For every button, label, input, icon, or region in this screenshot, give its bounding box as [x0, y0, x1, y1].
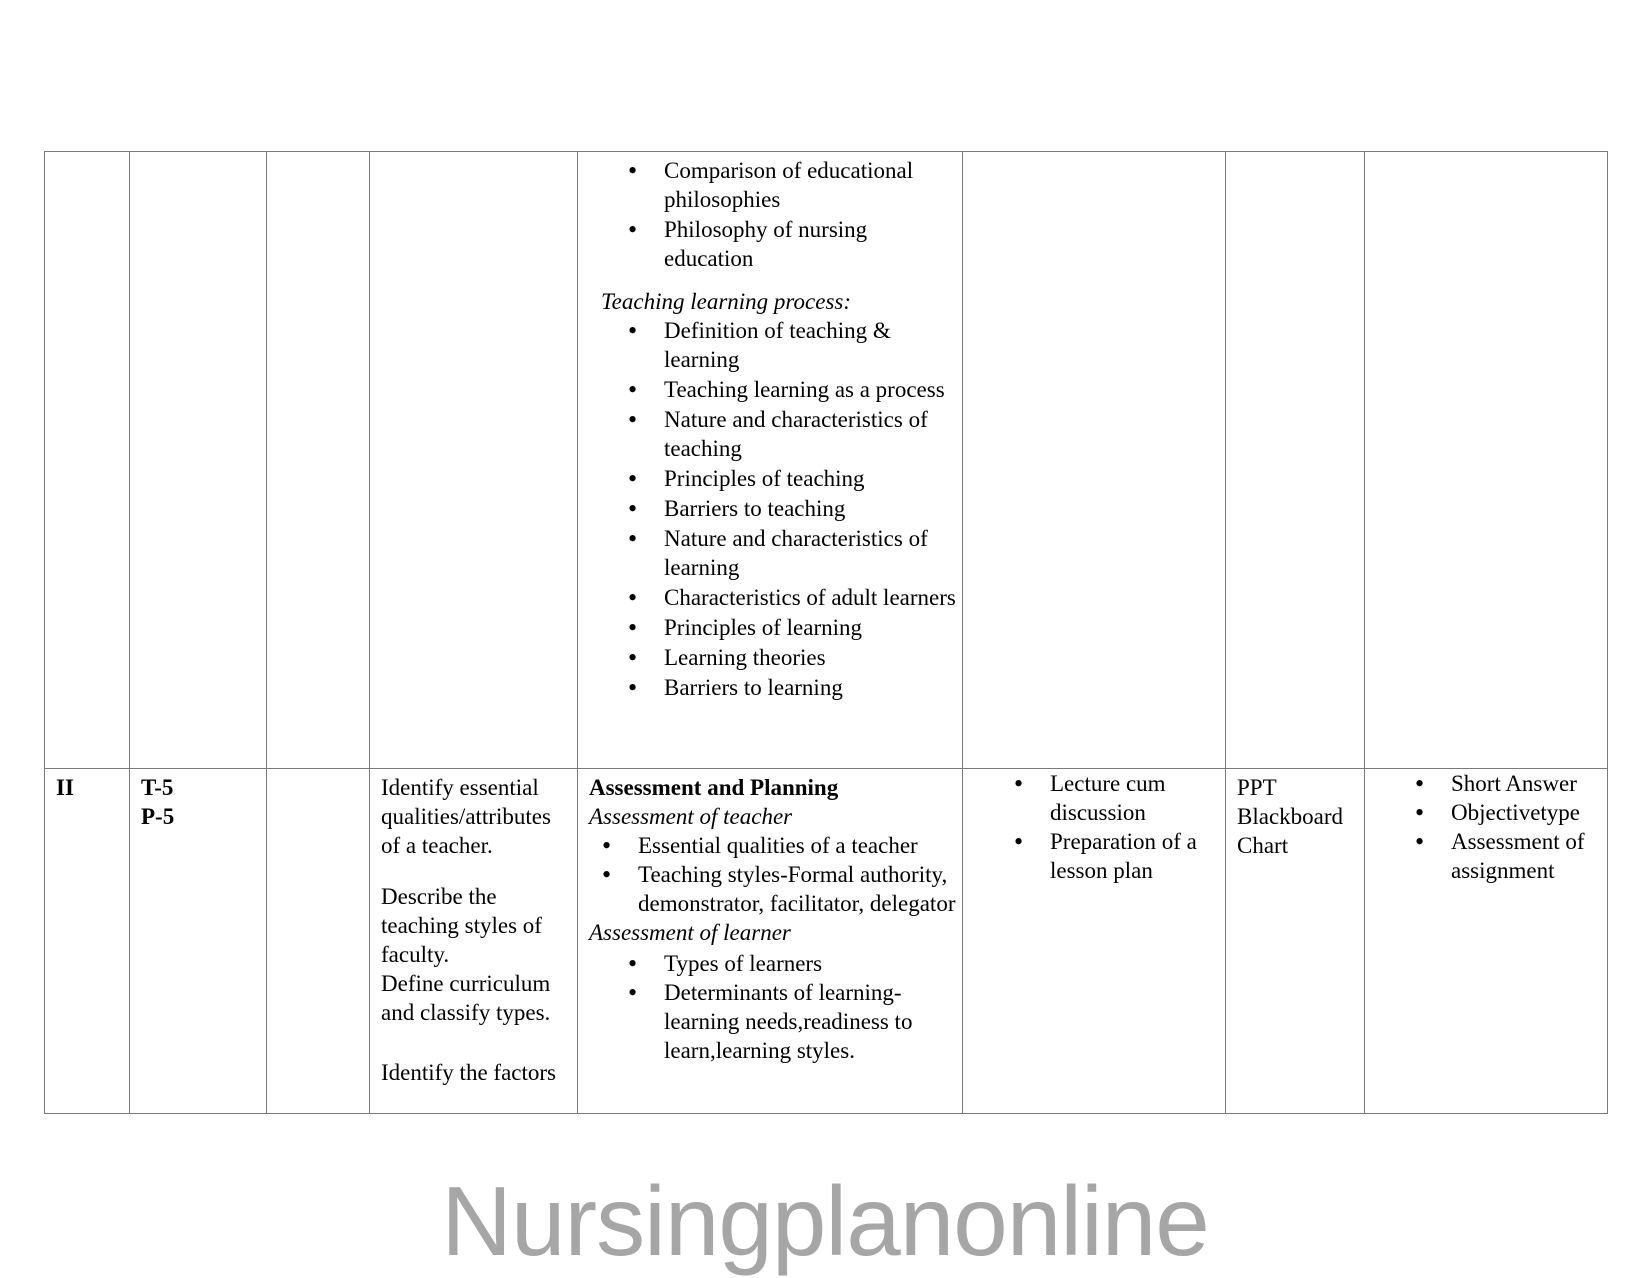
content-cell — [578, 152, 963, 769]
unit-number: II — [56, 775, 74, 800]
objective-text: Identify essential qualities/attributes of a teacher. — [381, 775, 551, 858]
unit-cell-empty — [45, 152, 130, 769]
list-item: • Principles of teaching — [664, 464, 962, 493]
theory-hours: T-5 — [141, 775, 174, 800]
objective-text: Identify the factors — [381, 1060, 556, 1085]
extra-cell-empty — [267, 152, 370, 769]
list-item: • Barriers to teaching — [664, 494, 962, 523]
list-item: • Principles of learning — [664, 613, 962, 642]
practical-hours: P-5 — [141, 804, 175, 829]
list-item: • Objectivetype — [1451, 798, 1599, 827]
list-item: • Barriers to learning — [664, 673, 962, 702]
evaluation-list — [1365, 769, 1607, 885]
list-item: • Preparation of a lesson plan — [1050, 827, 1215, 885]
unit-cell — [45, 769, 130, 1114]
content-subheading: Assessment of learner — [589, 920, 791, 945]
list-item: • Philosophy of nursing education — [664, 215, 962, 273]
list-item: • Teaching styles-Formal authority, demonstrator, facilitator, delegator — [638, 860, 962, 918]
list-item: • Definition of teaching & learning — [664, 316, 962, 374]
time-cell-empty — [130, 152, 267, 769]
aid-item: Chart — [1237, 833, 1289, 858]
list-item: • Nature and characteristics of learning — [664, 524, 962, 582]
list-item: • Teaching learning as a process — [664, 375, 962, 404]
content-list-learner — [578, 947, 962, 1065]
list-item: • Types of learners — [664, 949, 962, 978]
list-item: • Essential qualities of a teacher — [638, 831, 962, 860]
list-item: • Assessment of assignment — [1451, 827, 1599, 885]
method-list — [963, 769, 1225, 885]
objective-text: Describe the teaching styles of faculty. — [381, 884, 542, 967]
objective-cell — [370, 769, 578, 1114]
content-heading: Assessment and Planning — [589, 775, 839, 800]
syllabus-table — [44, 151, 1608, 1114]
method-cell — [963, 769, 1226, 1114]
evaluation-cell-empty — [1365, 152, 1608, 769]
aid-item: Blackboard — [1237, 804, 1344, 829]
aids-cell-empty — [1226, 152, 1365, 769]
extra-cell-empty — [267, 769, 370, 1114]
aids-cell — [1226, 769, 1365, 1114]
time-cell — [130, 769, 267, 1114]
objective-text: Define curriculum and classify types. — [381, 971, 551, 1025]
content-cell — [578, 769, 963, 1114]
table-row-continuation — [45, 152, 1608, 769]
list-item: • Learning theories — [664, 643, 962, 672]
list-item: • Lecture cum discussion — [1050, 769, 1215, 827]
list-item: • Nature and characteristics of teaching — [664, 405, 962, 463]
list-item: • Determinants of learning- learning needs,readiness to learn,learning styles. — [664, 978, 962, 1065]
method-cell-empty — [963, 152, 1226, 769]
table-row-unit-2 — [45, 769, 1608, 1114]
list-item: • Short Answer — [1451, 769, 1599, 798]
list-item: • Characteristics of adult learners — [664, 583, 962, 612]
content-list-a — [578, 156, 962, 273]
content-subheading: Teaching learning process: — [601, 289, 852, 314]
objective-cell-empty — [370, 152, 578, 769]
aid-item: PPT — [1237, 775, 1277, 800]
evaluation-cell — [1365, 769, 1608, 1114]
list-item: • Comparison of educational philosophies — [664, 156, 962, 214]
watermark-text: Nursingplanonline — [441, 1166, 1209, 1276]
content-list-b — [578, 316, 962, 702]
content-subheading: Assessment of teacher — [589, 804, 793, 829]
content-list-teacher — [578, 831, 962, 918]
